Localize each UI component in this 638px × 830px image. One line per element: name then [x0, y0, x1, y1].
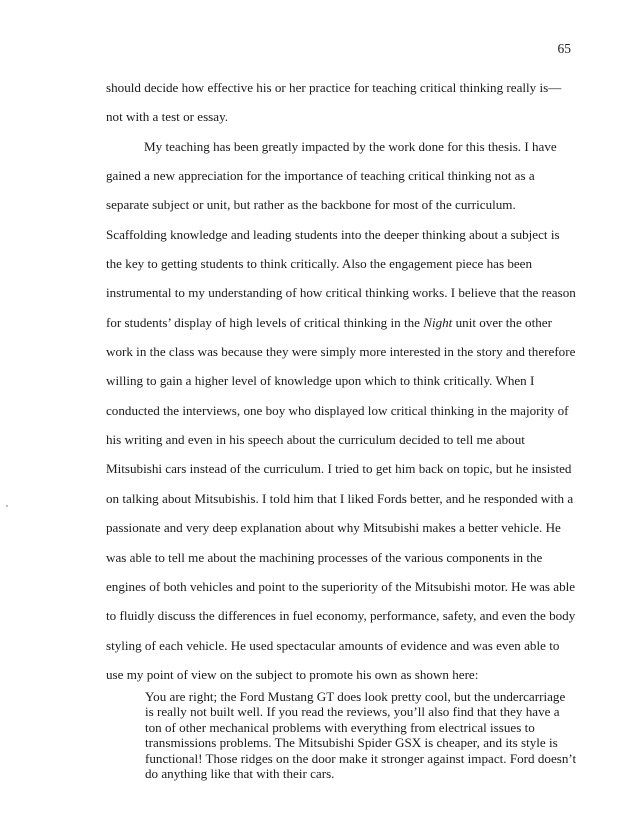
body-line: not with a test or essay.: [106, 109, 229, 125]
body-line: should decide how effective his or her practice for teaching critical thinking really is—: [106, 80, 562, 95]
quote-line: functional! Those ridges on the door make it stronger against impact. Ford doesn’t: [145, 750, 577, 766]
quote-line: You are right; the Ford Mustang GT does look pretty cool, but the undercarriage: [145, 689, 566, 704]
body-line: use my point of view on the subject to promote his own as shown here:: [106, 666, 479, 682]
body-line: styling of each vehicle. He used spectacular amounts of evidence and was even able to: [106, 637, 560, 653]
body-line: Scaffolding knowledge and leading students into the deeper thinking about a subject is: [106, 226, 560, 242]
body-line: Mitsubishi cars instead of the curriculum. I tried to get him back on topic, but he insisted: [106, 461, 572, 477]
body-line: the key to getting students to think critically. Also the engagement piece has been: [106, 256, 533, 272]
body-line: engines of both vehicles and point to the superiority of the Mitsubishi motor. He was able: [106, 578, 576, 594]
block-quote: [145, 689, 575, 781]
quote-line: ton of other mechanical problems with everything from electrical issues to: [145, 719, 535, 735]
quote-line: transmissions problems. The Mitsubishi Spider GSX is cheaper, and its style is: [145, 735, 558, 751]
quote-line: do anything like that with their cars.: [145, 765, 335, 781]
quote-line: is really not built well. If you read the reviews, you’ll also find that they have a: [145, 704, 560, 720]
body-line: was able to tell me about the machining processes of the various components in the: [106, 549, 543, 565]
text-segment: unit over the other: [452, 314, 552, 330]
body-line: his writing and even in his speech about the curriculum decided to tell me about: [106, 432, 525, 448]
italic-title: Night: [423, 314, 453, 330]
body-line: My teaching has been greatly impacted by the work done for this thesis. I have: [144, 138, 557, 154]
body-line: gained a new appreciation for the importance of teaching critical thinking not as a: [106, 168, 535, 184]
body-line: work in the class was because they were simply more interested in the story and therefore: [106, 344, 576, 360]
body-line: conducted the interviews, one boy who displayed low critical thinking in the majority of: [106, 402, 569, 418]
scan-speck: [6, 505, 8, 507]
body-text: [106, 73, 576, 689]
body-line: willing to gain a higher level of knowledge upon which to think critically. When I: [106, 373, 535, 389]
body-line: instrumental to my understanding of how critical thinking works. I believe that the reason: [106, 285, 576, 301]
body-line: separate subject or unit, but rather as the backbone for most of the curriculum.: [106, 197, 516, 213]
text-segment: for students’ display of high levels of critical thinking in the: [106, 314, 424, 330]
body-line: on talking about Mitsubishis. I told him that I liked Fords better, and he responded with a: [106, 490, 574, 506]
body-line: passionate and very deep explanation about why Mitsubishi makes a better vehicle. He: [106, 520, 561, 536]
body-line: to fluidly discuss the differences in fuel economy, performance, safety, and even the body: [106, 608, 576, 624]
page-number: 65: [557, 41, 571, 56]
body-line: [106, 308, 576, 337]
